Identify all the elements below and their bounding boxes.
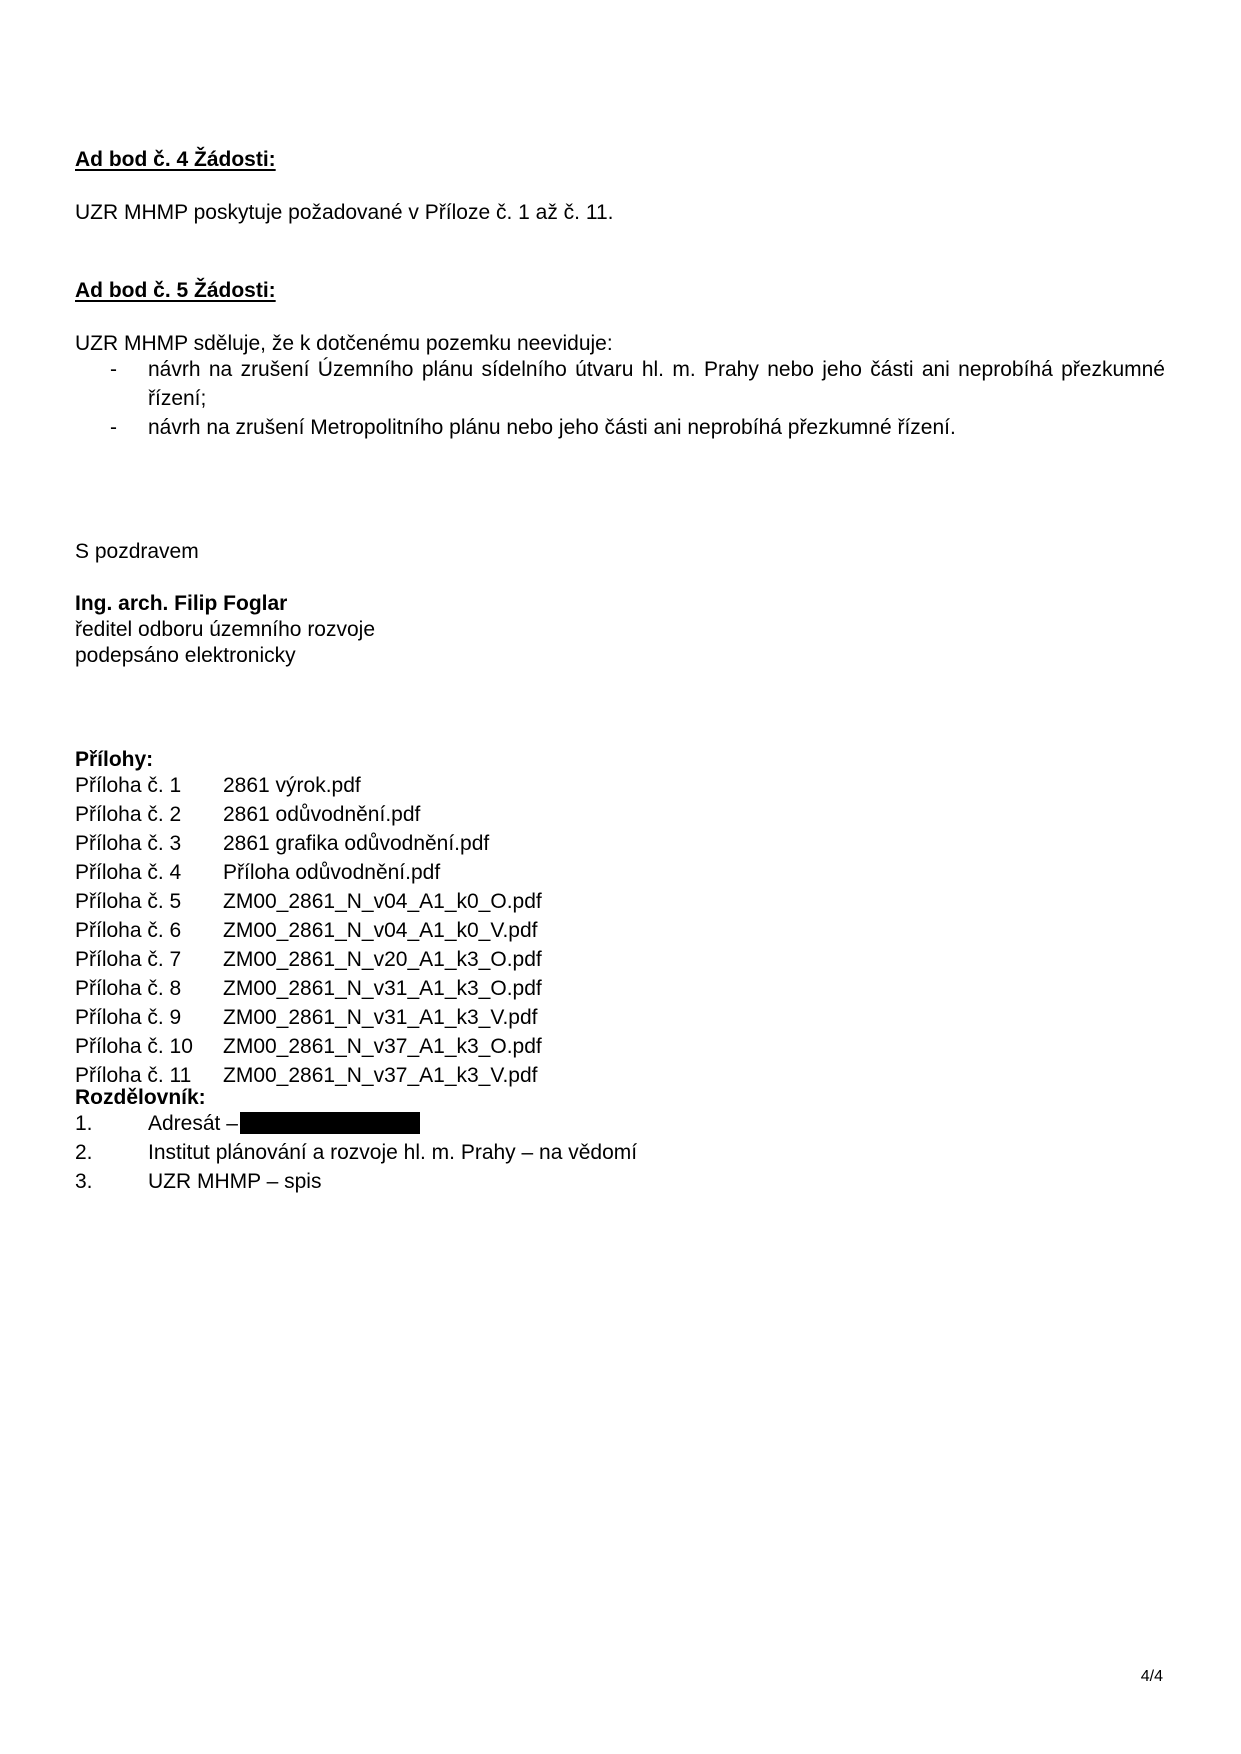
attachment-file: ZM00_2861_N_v04_A1_k0_V.pdf [223, 919, 538, 942]
list-item [75, 1109, 637, 1138]
table-row [75, 858, 542, 887]
table-row [75, 829, 542, 858]
section-4-heading: Ad bod č. 4 Žádosti: [75, 148, 276, 171]
attachment-label: Příloha č. 7 [75, 948, 182, 971]
list-item [75, 1138, 637, 1167]
attachment-label: Příloha č. 11 [75, 1064, 192, 1087]
signatory-position: ředitel odboru územního rozvoje [75, 618, 376, 641]
list-item-text: návrh na zrušení Metropolitního plánu nebo jeho části ani neprobíhá přezkumné řízení. [148, 416, 956, 439]
attachments-heading: Přílohy: [75, 748, 154, 771]
list-item [75, 1167, 637, 1196]
list-item-text: Adresát – [148, 1112, 238, 1135]
table-row [75, 916, 542, 945]
attachment-file: ZM00_2861_N_v31_A1_k3_V.pdf [223, 1006, 538, 1029]
table-row [75, 974, 542, 1003]
section-5-intro: UZR MHMP sděluje, že k dotčenému pozemku neeviduje: [75, 332, 613, 355]
attachment-file: ZM00_2861_N_v20_A1_k3_O.pdf [223, 948, 542, 971]
table-row [75, 945, 542, 974]
section-5-heading: Ad bod č. 5 Žádosti: [75, 279, 276, 302]
attachment-label: Příloha č. 1 [75, 774, 182, 797]
signatory-name: Ing. arch. Filip Foglar [75, 592, 288, 615]
attachment-label: Příloha č. 9 [75, 1006, 182, 1029]
attachment-label: Příloha č. 2 [75, 803, 182, 826]
attachment-file: 2861 odůvodnění.pdf [223, 803, 421, 826]
table-row [75, 1003, 542, 1032]
list-item-number: 1. [75, 1112, 93, 1135]
attachment-file: 2861 výrok.pdf [223, 774, 361, 797]
page-number: 4/4 [1140, 1668, 1163, 1685]
attachment-file: ZM00_2861_N_v37_A1_k3_O.pdf [223, 1035, 542, 1058]
list-item-text: návrh na zrušení Územního plánu sídelního útvaru hl. m. Prahy nebo jeho části ani neprobíhá přezkumné řízení; [148, 358, 1165, 410]
table-row [75, 771, 542, 800]
section-4-text: UZR MHMP poskytuje požadované v Příloze č. 1 až č. 11. [75, 201, 614, 224]
attachment-label: Příloha č. 8 [75, 977, 182, 1000]
redaction-bar [240, 1112, 420, 1134]
attachment-file: ZM00_2861_N_v04_A1_k0_O.pdf [223, 890, 542, 913]
list-item [75, 413, 1165, 442]
attachment-label: Příloha č. 6 [75, 919, 182, 942]
attachment-label: Příloha č. 3 [75, 832, 182, 855]
distribution-list [75, 1109, 637, 1196]
list-item-text: Institut plánování a rozvoje hl. m. Prahy – na vědomí [148, 1141, 638, 1164]
list-item-number: 2. [75, 1141, 93, 1164]
attachment-label: Příloha č. 5 [75, 890, 182, 913]
bullet-marker: - [110, 416, 117, 439]
table-row [75, 887, 542, 916]
attachment-file: ZM00_2861_N_v37_A1_k3_V.pdf [223, 1064, 538, 1087]
greeting: S pozdravem [75, 540, 199, 563]
bullet-marker: - [110, 358, 117, 381]
list-item-text: UZR MHMP – spis [148, 1170, 322, 1193]
distribution-heading: Rozdělovník: [75, 1086, 206, 1109]
attachment-file: Příloha odůvodnění.pdf [223, 861, 441, 884]
table-row [75, 800, 542, 829]
signature-note: podepsáno elektronicky [75, 644, 296, 667]
section-5-list [75, 355, 1165, 442]
attachment-label: Příloha č. 4 [75, 861, 182, 884]
table-row [75, 1032, 542, 1061]
list-item [75, 355, 1165, 413]
attachment-file: ZM00_2861_N_v31_A1_k3_O.pdf [223, 977, 542, 1000]
document-page [75, 0, 1165, 1754]
list-item-number: 3. [75, 1170, 93, 1193]
attachment-label: Příloha č. 10 [75, 1035, 193, 1058]
attachment-file: 2861 grafika odůvodnění.pdf [223, 832, 490, 855]
attachments-table [75, 771, 542, 1090]
